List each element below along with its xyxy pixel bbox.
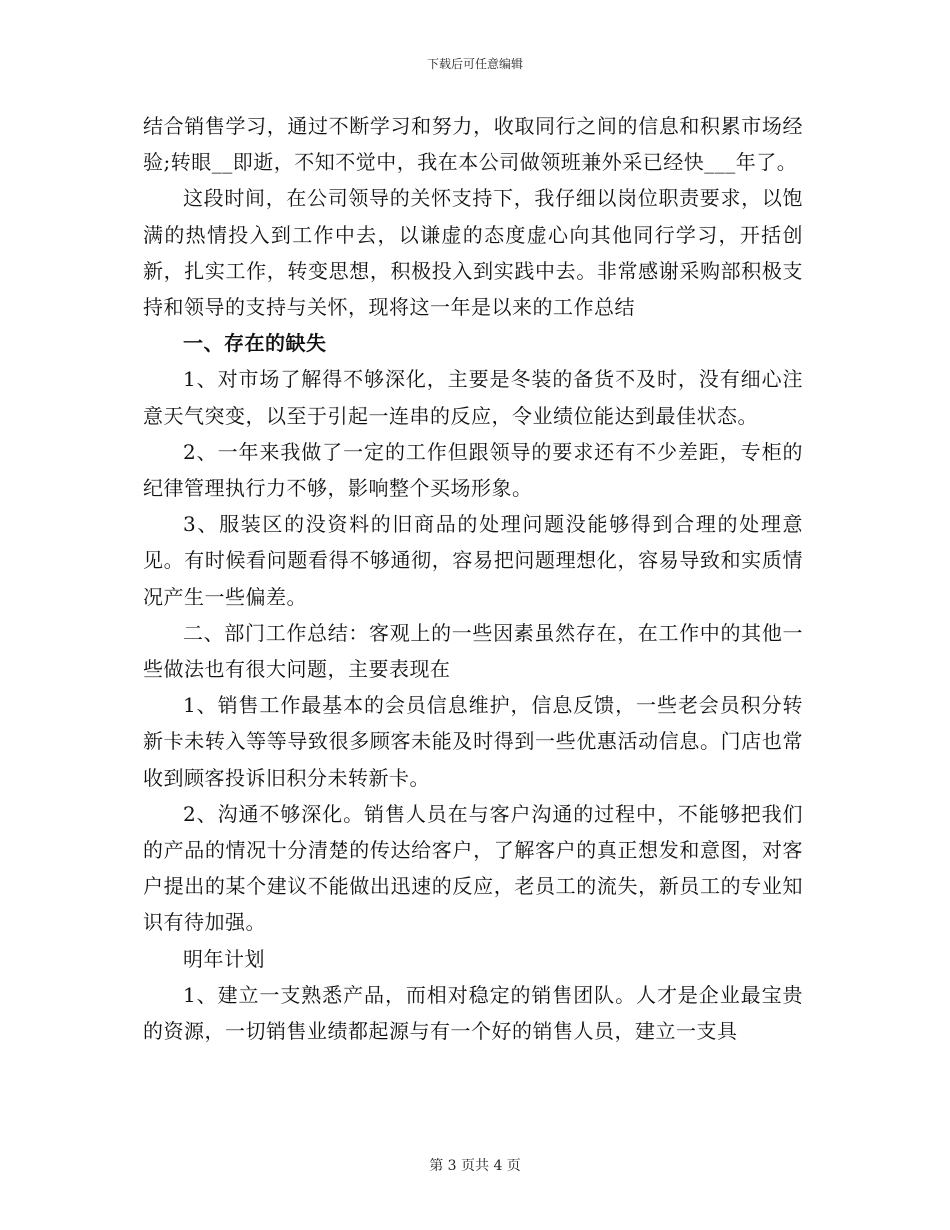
paragraph-plan-item-1: 1、建立一支熟悉产品，而相对稳定的销售团队。人才是企业最宝贵的资源，一切销售业绩都起源与有一个好的销售人员，建立一支具 [143,982,803,1044]
document-body [143,108,803,1049]
paragraph-department-summary: 二、部门工作总结：客观上的一些因素虽然存在，在工作中的其他一些做法也有很大问题，主要表现在 [143,620,803,682]
section-heading-shortcomings: 一、存在的缺失 [183,331,327,356]
paragraph-shortcoming-2: 2、一年来我做了一定的工作但跟领导的要求还有不少差距，专柜的纪律管理执行力不够，影响整个买场形象。 [143,439,803,501]
paragraph-summary-intro: 这段时间，在公司领导的关怀支持下，我仔细以岗位职责要求，以饱满的热情投入到工作中去，以谦虚的态度虚心向其他同行学习，开括创新，扎实工作，转变思想，积极投入到实践中去。非常感谢采购部积极支持和领导的支持与关怀，现将这一年是以来的工作总结 [143,186,803,320]
paragraph-shortcoming-1: 1、对市场了解得不够深化，主要是冬装的备货不及时，没有细心注意天气突变，以至于引起一连串的反应，令业绩位能达到最佳状态。 [143,367,803,428]
page-footer-page-number: 第 3 页共 4 页 [429,1158,521,1174]
paragraph-shortcoming-3: 3、服装区的没资料的旧商品的处理问题没能够得到合理的处理意见。有时候看问题看得不够通彻，容易把问题理想化，容易导致和实质情况产生一些偏差。 [143,512,803,609]
paragraph-department-item-2: 2、沟通不够深化。销售人员在与客户沟通的过程中，不能够把我们的产品的情况十分清楚的传达给客户，了解客户的真正想发和意图，对客户提出的某个建议不能做出迅速的反应，老员工的流失，新员工的专业知识有待加强。 [143,801,803,935]
section-heading-next-year-plan: 明年计划 [183,946,265,971]
page-header-note: 下载后可任意编辑 [426,57,523,71]
paragraph-department-item-1: 1、销售工作最基本的会员信息维护，信息反馈，一些老会员积分转新卡未转入等等导致很多顾客未能及时得到一些优惠活动信息。门店也常收到顾客投诉旧积分未转新卡。 [143,693,803,790]
paragraph-intro-continued: 结合销售学习，通过不断学习和努力，收取同行之间的信息和积累市场经验;转眼__即逝，不知不觉中，我在本公司做领班兼外采已经快___年了。 [143,114,803,175]
